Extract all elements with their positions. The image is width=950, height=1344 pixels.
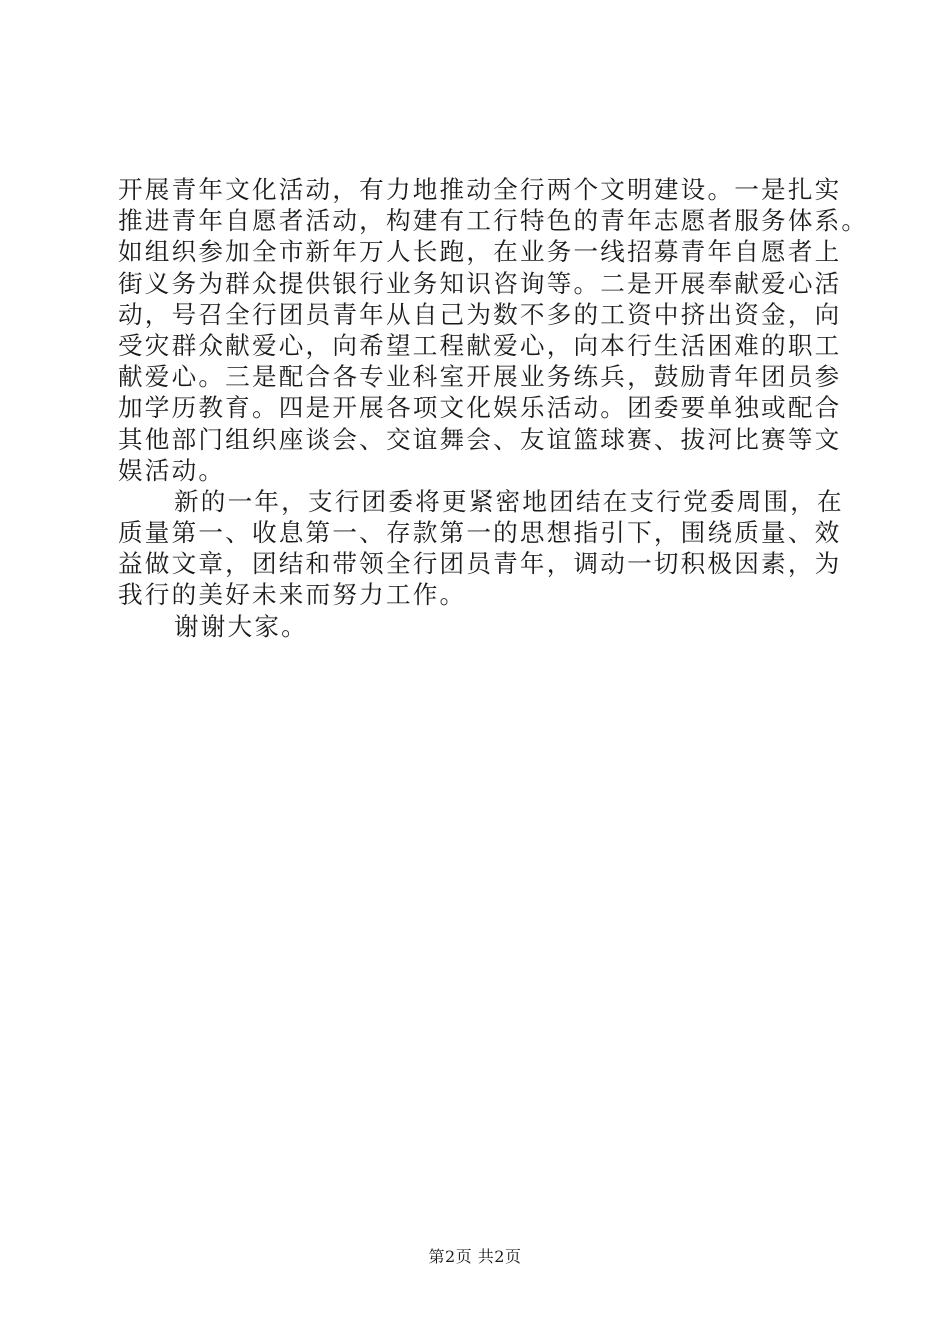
text-line: 街义务为群众提供银行业务知识咨询等。二是开展奉献爱心活 — [118, 268, 842, 298]
text-line: 推进青年自愿者活动，构建有工行特色的青年志愿者服务体系。 — [118, 206, 869, 236]
text-line: 新的一年，支行团委将更紧密地团结在支行党委周围，在 — [174, 486, 844, 516]
text-line: 质量第一、收息第一、存款第一的思想指引下，围绕质量、效 — [118, 518, 842, 548]
text-line: 我行的美好未来而努力工作。 — [118, 580, 467, 610]
page-number-footer: 第2页 共2页 — [428, 1247, 522, 1266]
text-line: 益做文章，团结和带领全行团员青年，调动一切积极因素，为 — [118, 549, 842, 579]
text-line: 加学历教育。四是开展各项文化娱乐活动。团委要单独或配合 — [118, 393, 842, 423]
text-line: 如组织参加全市新年万人长跑，在业务一线招募青年自愿者上 — [118, 237, 842, 267]
text-line: 谢谢大家。 — [174, 611, 308, 641]
text-line: 娱活动。 — [118, 455, 226, 485]
text-line: 动，号召全行团员青年从自己为数不多的工资中挤出资金，向 — [118, 299, 842, 329]
text-line: 受灾群众献爱心，向希望工程献爱心，向本行生活困难的职工 — [118, 330, 842, 360]
text-line: 献爱心。三是配合各专业科室开展业务练兵，鼓励青年团员参 — [118, 362, 842, 392]
text-line: 其他部门组织座谈会、交谊舞会、友谊篮球赛、拔河比赛等文 — [118, 424, 842, 454]
text-line: 开展青年文化活动，有力地推动全行两个文明建设。一是扎实 — [118, 175, 842, 204]
body-text — [118, 174, 869, 642]
